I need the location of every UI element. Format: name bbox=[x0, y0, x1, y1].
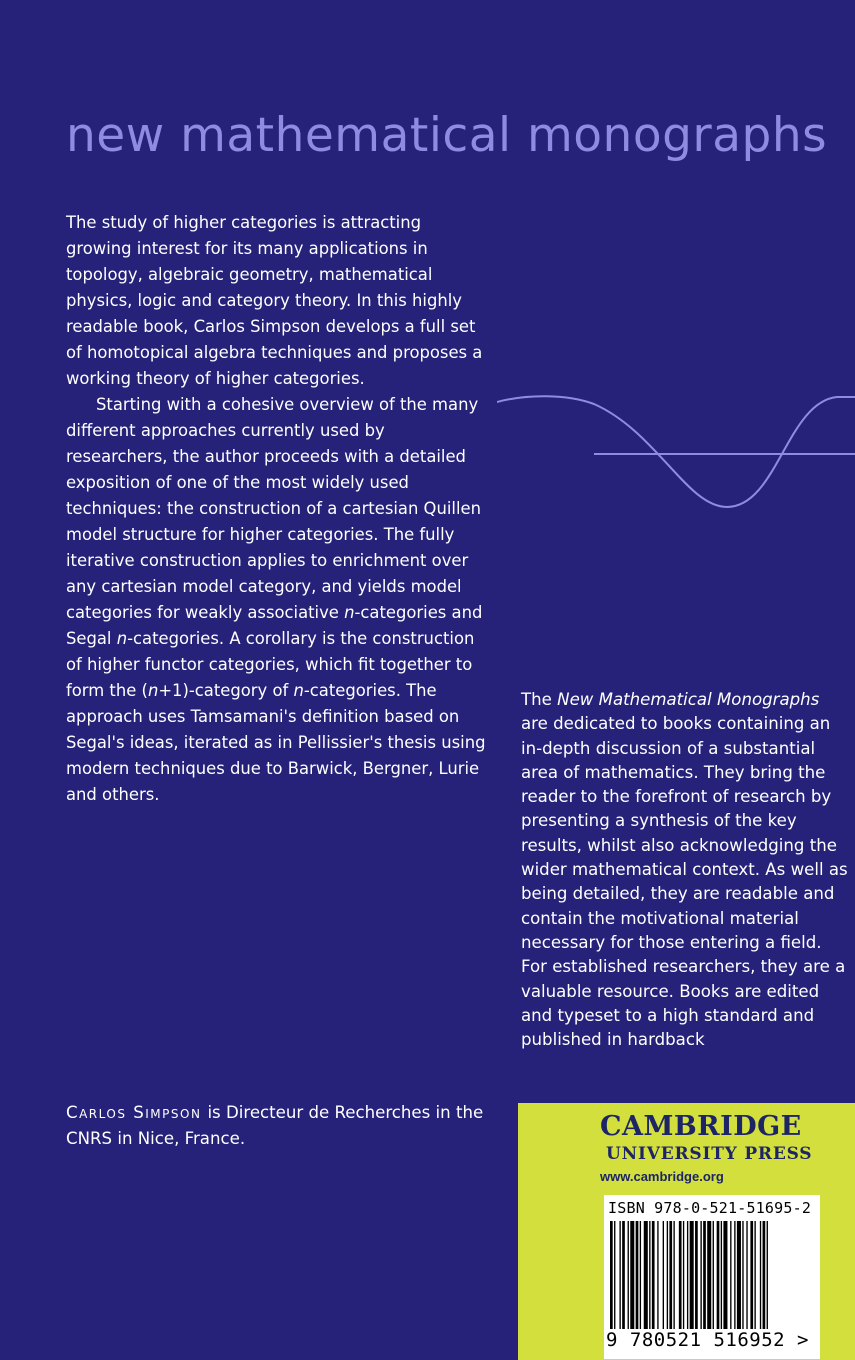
series-title: new mathematical monographs bbox=[66, 108, 828, 163]
sine-wave-graphic bbox=[497, 392, 855, 516]
author-name: Carlos Simpson bbox=[66, 1103, 202, 1122]
publisher-subtitle: UNIVERSITY PRESS bbox=[606, 1144, 813, 1164]
ean-digits: 9 780521 516952 > bbox=[606, 1329, 809, 1351]
isbn-label: ISBN 978-0-521-51695-2 bbox=[608, 1199, 812, 1217]
publisher-name: CAMBRIDGE bbox=[600, 1111, 802, 1142]
publisher-url: www.cambridge.org bbox=[600, 1169, 724, 1184]
barcode-box bbox=[604, 1195, 820, 1359]
wave-curve bbox=[497, 396, 855, 507]
blurb-paragraph-2: Starting with a cohesive overview of the many different approaches currently used by researchers, the author proceeds with a detailed exposition of one of the most widely used techniques: the construction of a cartesian Quillen model structure for higher categories. The fully iterative construction applies to enrichment over any cartesian model category, and yields model categories for weakly associative n-categories and Segal n-categories. A corollary is the construction of higher functor categories, which fit together to form the (n+1)-category of n-categories. The approach uses Tamsamani's definition based on Segal's ideas, iterated as in Pellissier's thesis using modern techniques due to Barwick, Bergner, Lurie and others. bbox=[66, 395, 486, 804]
publisher-panel bbox=[518, 1103, 855, 1360]
author-bio: Carlos Simpson is Directeur de Recherches in the CNRS in Nice, France. bbox=[66, 1103, 484, 1148]
barcode-icon bbox=[610, 1221, 814, 1329]
series-description: The New Mathematical Monographs are dedicated to books containing an in-depth discussion of a substantial area of mathematics. They bring the reader to the forefront of research by presenting a synthesis of the key results, whilst also acknowledging the wider mathematical context. As well as being detailed, they are readable and contain the motivational material necessary for those entering a field. For established researchers, they are a valuable resource. Books are edited and typeset to a high standard and published in hardback bbox=[521, 690, 848, 1050]
blurb-paragraph-1: The study of higher categories is attracting growing interest for its many applications in topology, algebraic geometry, mathematical physics, logic and category theory. In this highly readable book, Carlos Simpson develops a full set of homotopical algebra techniques and proposes a working theory of higher categories. bbox=[66, 213, 483, 388]
book-blurb bbox=[66, 210, 486, 808]
